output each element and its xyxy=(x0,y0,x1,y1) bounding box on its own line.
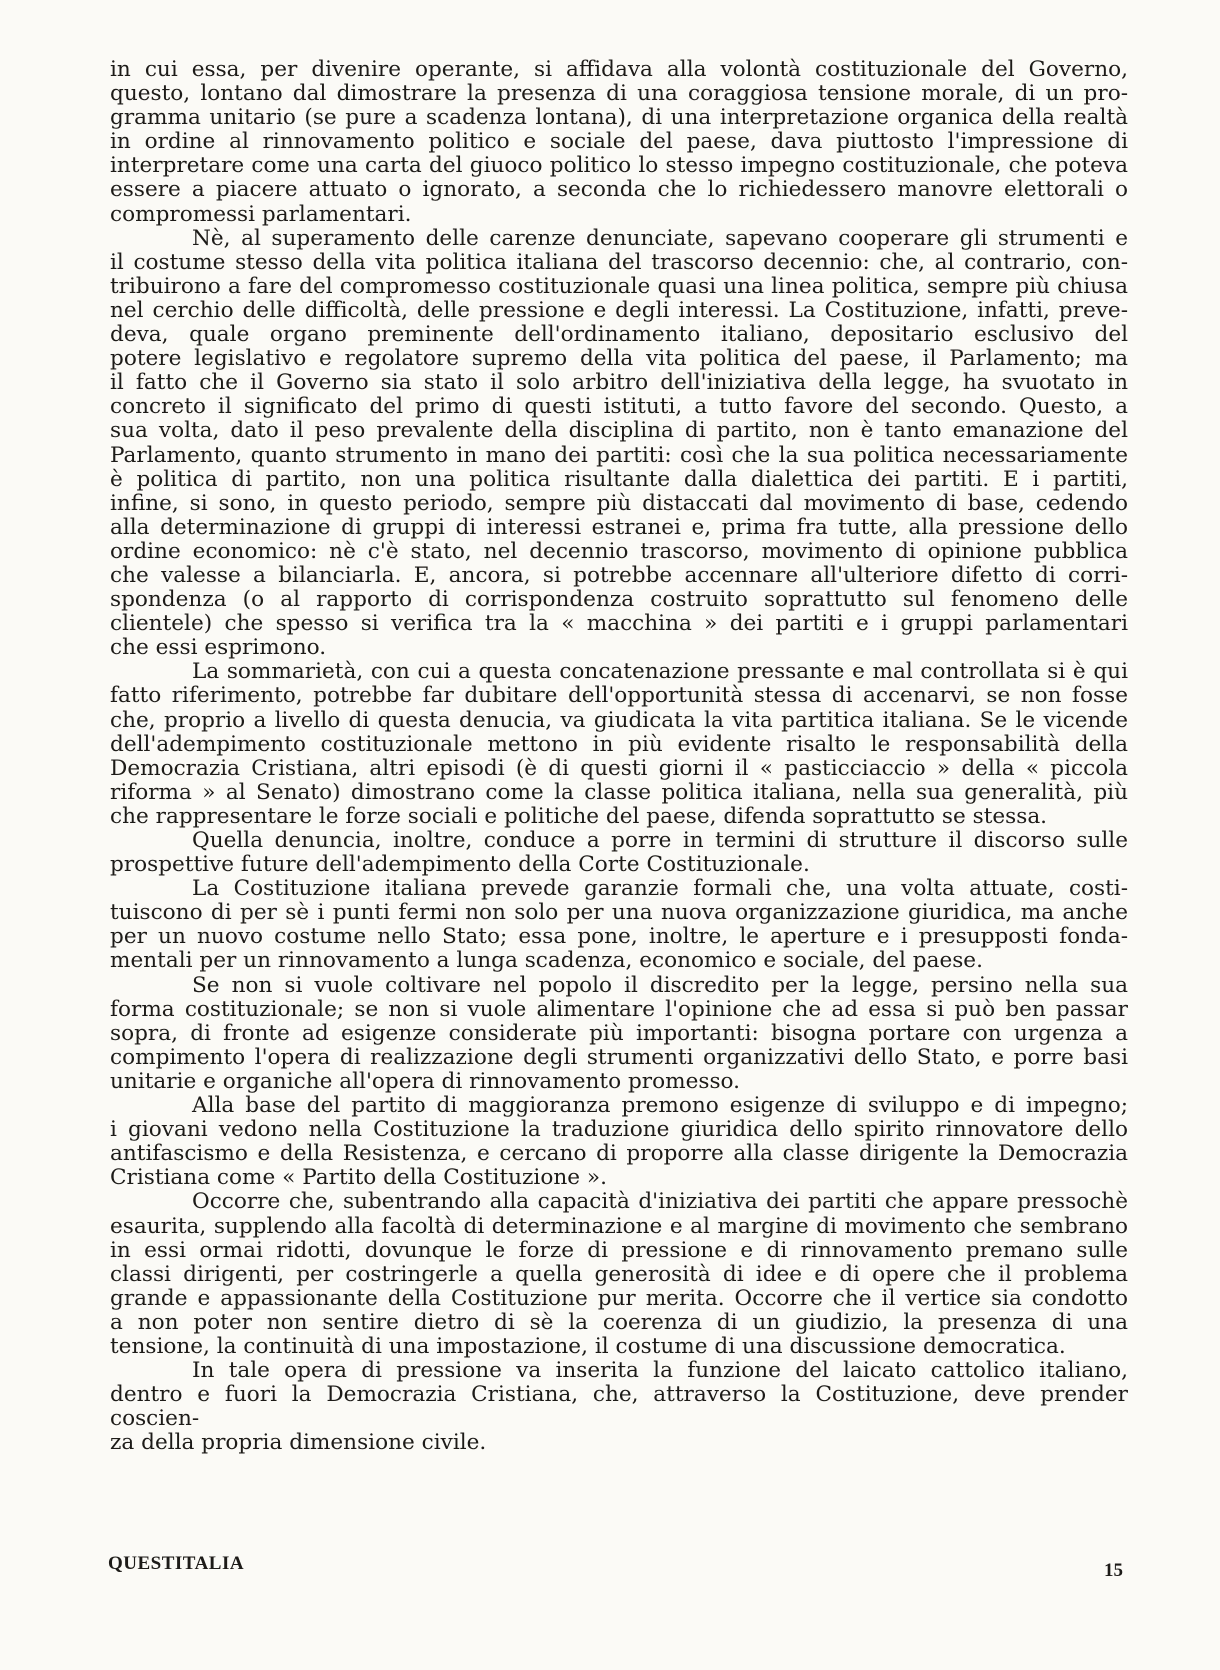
text-line: dentro e fuori la Democrazia Cristiana, che, attraverso la Costituzione, deve prender coscien- xyxy=(110,1382,1128,1432)
text-line: nel cerchio delle difficoltà, delle pressione e degli interessi. La Costituzione, infatti, preve- xyxy=(110,297,1128,323)
text-line: spondenza (o al rapporto di corrispondenza costruito soprattutto sul fenomeno delle xyxy=(110,587,1128,613)
text-line: dell'adempimento costituzionale mettono in più evidente risalto le responsabilità della xyxy=(110,731,1128,757)
text-line: Se non si vuole coltivare nel popolo il discredito per la legge, persino nella sua xyxy=(192,972,1128,998)
text-line: esaurita, supplendo alla facoltà di determinazione e al margine di movimento che sembrano xyxy=(110,1213,1128,1239)
page-number: 15 xyxy=(1104,1560,1123,1581)
text-line: che valesse a bilanciarla. E, ancora, si potrebbe accennare all'ulteriore difetto di corri- xyxy=(110,562,1128,588)
text-line: potere legislativo e regolatore supremo della vita politica del paese, il Parlamento; ma xyxy=(110,346,1128,372)
text-line: in cui essa, per divenire operante, si affidava alla volontà costituzionale del Governo, xyxy=(110,57,1128,82)
text-line: clientele) che spesso si verifica tra la « macchina » dei partiti e i gruppi parlamentari xyxy=(110,611,1128,637)
text-line: Parlamento, quanto strumento in mano dei partiti: così che la sua politica necessariamente xyxy=(110,442,1128,468)
text-line: Democrazia Cristiana, altri episodi (è di questi giorni il « pasticciaccio » della « piccola xyxy=(110,755,1128,781)
text-line: In tale opera di pressione va inserita la funzione del laicato cattolico italiano, xyxy=(192,1358,1128,1384)
text-line: gramma unitario (se pure a scadenza lontana), di una interpretazione organica della realtà xyxy=(110,105,1128,131)
text-line: tuiscono di per sè i punti fermi non solo per una nuova organizzazione giuridica, ma anche xyxy=(110,900,1128,926)
text-line: Alla base del partito di maggioranza premono esigenze di sviluppo e di impegno; xyxy=(192,1093,1128,1119)
text-line: alla determinazione di gruppi di interessi estranei e, prima fra tutte, alla pressione dello xyxy=(110,514,1128,540)
paragraph xyxy=(110,974,1128,1094)
journal-title: QUESTITALIA xyxy=(108,1553,245,1574)
text-line: il fatto che il Governo sia stato il solo arbitro dell'iniziativa della legge, ha svuotato in xyxy=(110,370,1128,396)
text-line: fatto riferimento, potrebbe far dubitare dell'opportunità stessa di accenarvi, se non fosse xyxy=(110,683,1128,709)
paragraph xyxy=(110,660,1128,829)
text-line: prospettive future dell'adempimento della Corte Costituzionale. xyxy=(110,852,810,878)
text-line: in ordine al rinnovamento politico e sociale del paese, dava piuttosto l'impressione di xyxy=(110,129,1128,155)
paragraph xyxy=(110,877,1128,973)
text-line: che essi esprimono. xyxy=(110,635,327,661)
text-line: interpretare come una carta del giuoco politico lo stesso impegno costituzionale, che poteva xyxy=(110,153,1128,179)
text-line: è politica di partito, non una politica risultante dalla dialettica dei partiti. E i partiti, xyxy=(110,466,1128,492)
text-line: in essi ormai ridotti, dovunque le forze di pressione e di rinnovamento premano sulle xyxy=(110,1237,1128,1263)
text-line: il costume stesso della vita politica italiana del trascorso decennio: che, al contrario, con- xyxy=(110,249,1128,275)
text-line: che, proprio a livello di questa denucia, va giudicata la vita partitica italiana. Se le vicende xyxy=(110,707,1128,733)
text-line: za della propria dimensione civile. xyxy=(110,1430,487,1456)
text-line: sua volta, dato il peso prevalente della disciplina di partito, non è tanto emanazione del xyxy=(110,418,1128,444)
text-line: grande e appassionante della Costituzione pur merita. Occorre che il vertice sia condotto xyxy=(110,1285,1128,1311)
article-body xyxy=(110,58,1128,1455)
text-line: Cristiana come « Partito della Costituzione ». xyxy=(110,1165,607,1191)
text-line: classi dirigenti, per costringerle a quella generosità di idee e di opere che il problema xyxy=(110,1261,1128,1287)
text-line: questo, lontano dal dimostrare la presenza di una coraggiosa tensione morale, di un pro- xyxy=(110,81,1128,107)
text-line: i giovani vedono nella Costituzione la traduzione giuridica dello spirito rinnovatore dello xyxy=(110,1117,1128,1143)
paragraph xyxy=(110,1359,1128,1455)
text-line: La Costituzione italiana prevede garanzie formali che, una volta attuate, costi- xyxy=(192,876,1128,902)
paragraph xyxy=(110,1190,1128,1359)
paragraph xyxy=(110,829,1128,877)
text-line: concreto il significato del primo di questi istituti, a tutto favore del secondo. Questo, a xyxy=(110,394,1128,420)
text-line: compimento l'opera di realizzazione degli strumenti organizzativi dello Stato, e porre basi xyxy=(110,1044,1128,1070)
text-line: essere a piacere attuato o ignorato, a seconda che lo richiedessero manovre elettorali o xyxy=(110,177,1128,203)
text-line: compromessi parlamentari. xyxy=(110,201,412,227)
text-line: riforma » al Senato) dimostrano come la classe politica italiana, nella sua generalità, più xyxy=(110,779,1128,805)
text-line: mentali per un rinnovamento a lunga scadenza, economico e sociale, del paese. xyxy=(110,948,983,974)
text-line: ordine economico: nè c'è stato, nel decennio trascorso, movimento di opinione pubblica xyxy=(110,538,1128,564)
text-line: infine, si sono, in questo periodo, sempre più distaccati dal movimento di base, cedendo xyxy=(110,490,1128,516)
text-line: Occorre che, subentrando alla capacità d'iniziativa dei partiti che appare pressochè xyxy=(192,1189,1128,1215)
paragraph xyxy=(110,58,1128,227)
text-line: sopra, di fronte ad esigenze considerate più importanti: bisogna portare con urgenza a xyxy=(110,1020,1128,1046)
text-line: Nè, al superamento delle carenze denunciate, sapevano cooperare gli strumenti e xyxy=(192,225,1128,251)
paragraph xyxy=(110,1094,1128,1190)
text-line: che rappresentare le forze sociali e politiche del paese, difenda soprattutto se stessa. xyxy=(110,803,1048,829)
text-line: La sommarietà, con cui a questa concatenazione pressante e mal controllata si è qui xyxy=(192,659,1128,685)
text-line: unitarie e organiche all'opera di rinnovamento promesso. xyxy=(110,1068,741,1094)
text-line: tribuirono a fare del compromesso costituzionale quasi una linea politica, sempre più chiusa xyxy=(110,273,1128,299)
text-line: forma costituzionale; se non si vuole alimentare l'opinione che ad essa si può ben passar xyxy=(110,996,1128,1022)
text-line: deva, quale organo preminente dell'ordinamento italiano, depositario esclusivo del xyxy=(110,322,1128,348)
text-line: per un nuovo costume nello Stato; essa pone, inoltre, le aperture e i presupposti fonda- xyxy=(110,924,1128,950)
text-line: antifascismo e della Resistenza, e cercano di proporre alla classe dirigente la Democrazia xyxy=(110,1141,1128,1167)
paragraph xyxy=(110,227,1128,661)
text-line: tensione, la continuità di una impostazione, il costume di una discussione democratica. xyxy=(110,1333,1066,1359)
text-line: Quella denuncia, inoltre, conduce a porre in termini di strutture il discorso sulle xyxy=(192,828,1128,853)
text-line: a non poter non sentire dietro di sè la coerenza di un giudizio, la presenza di una xyxy=(110,1309,1128,1335)
